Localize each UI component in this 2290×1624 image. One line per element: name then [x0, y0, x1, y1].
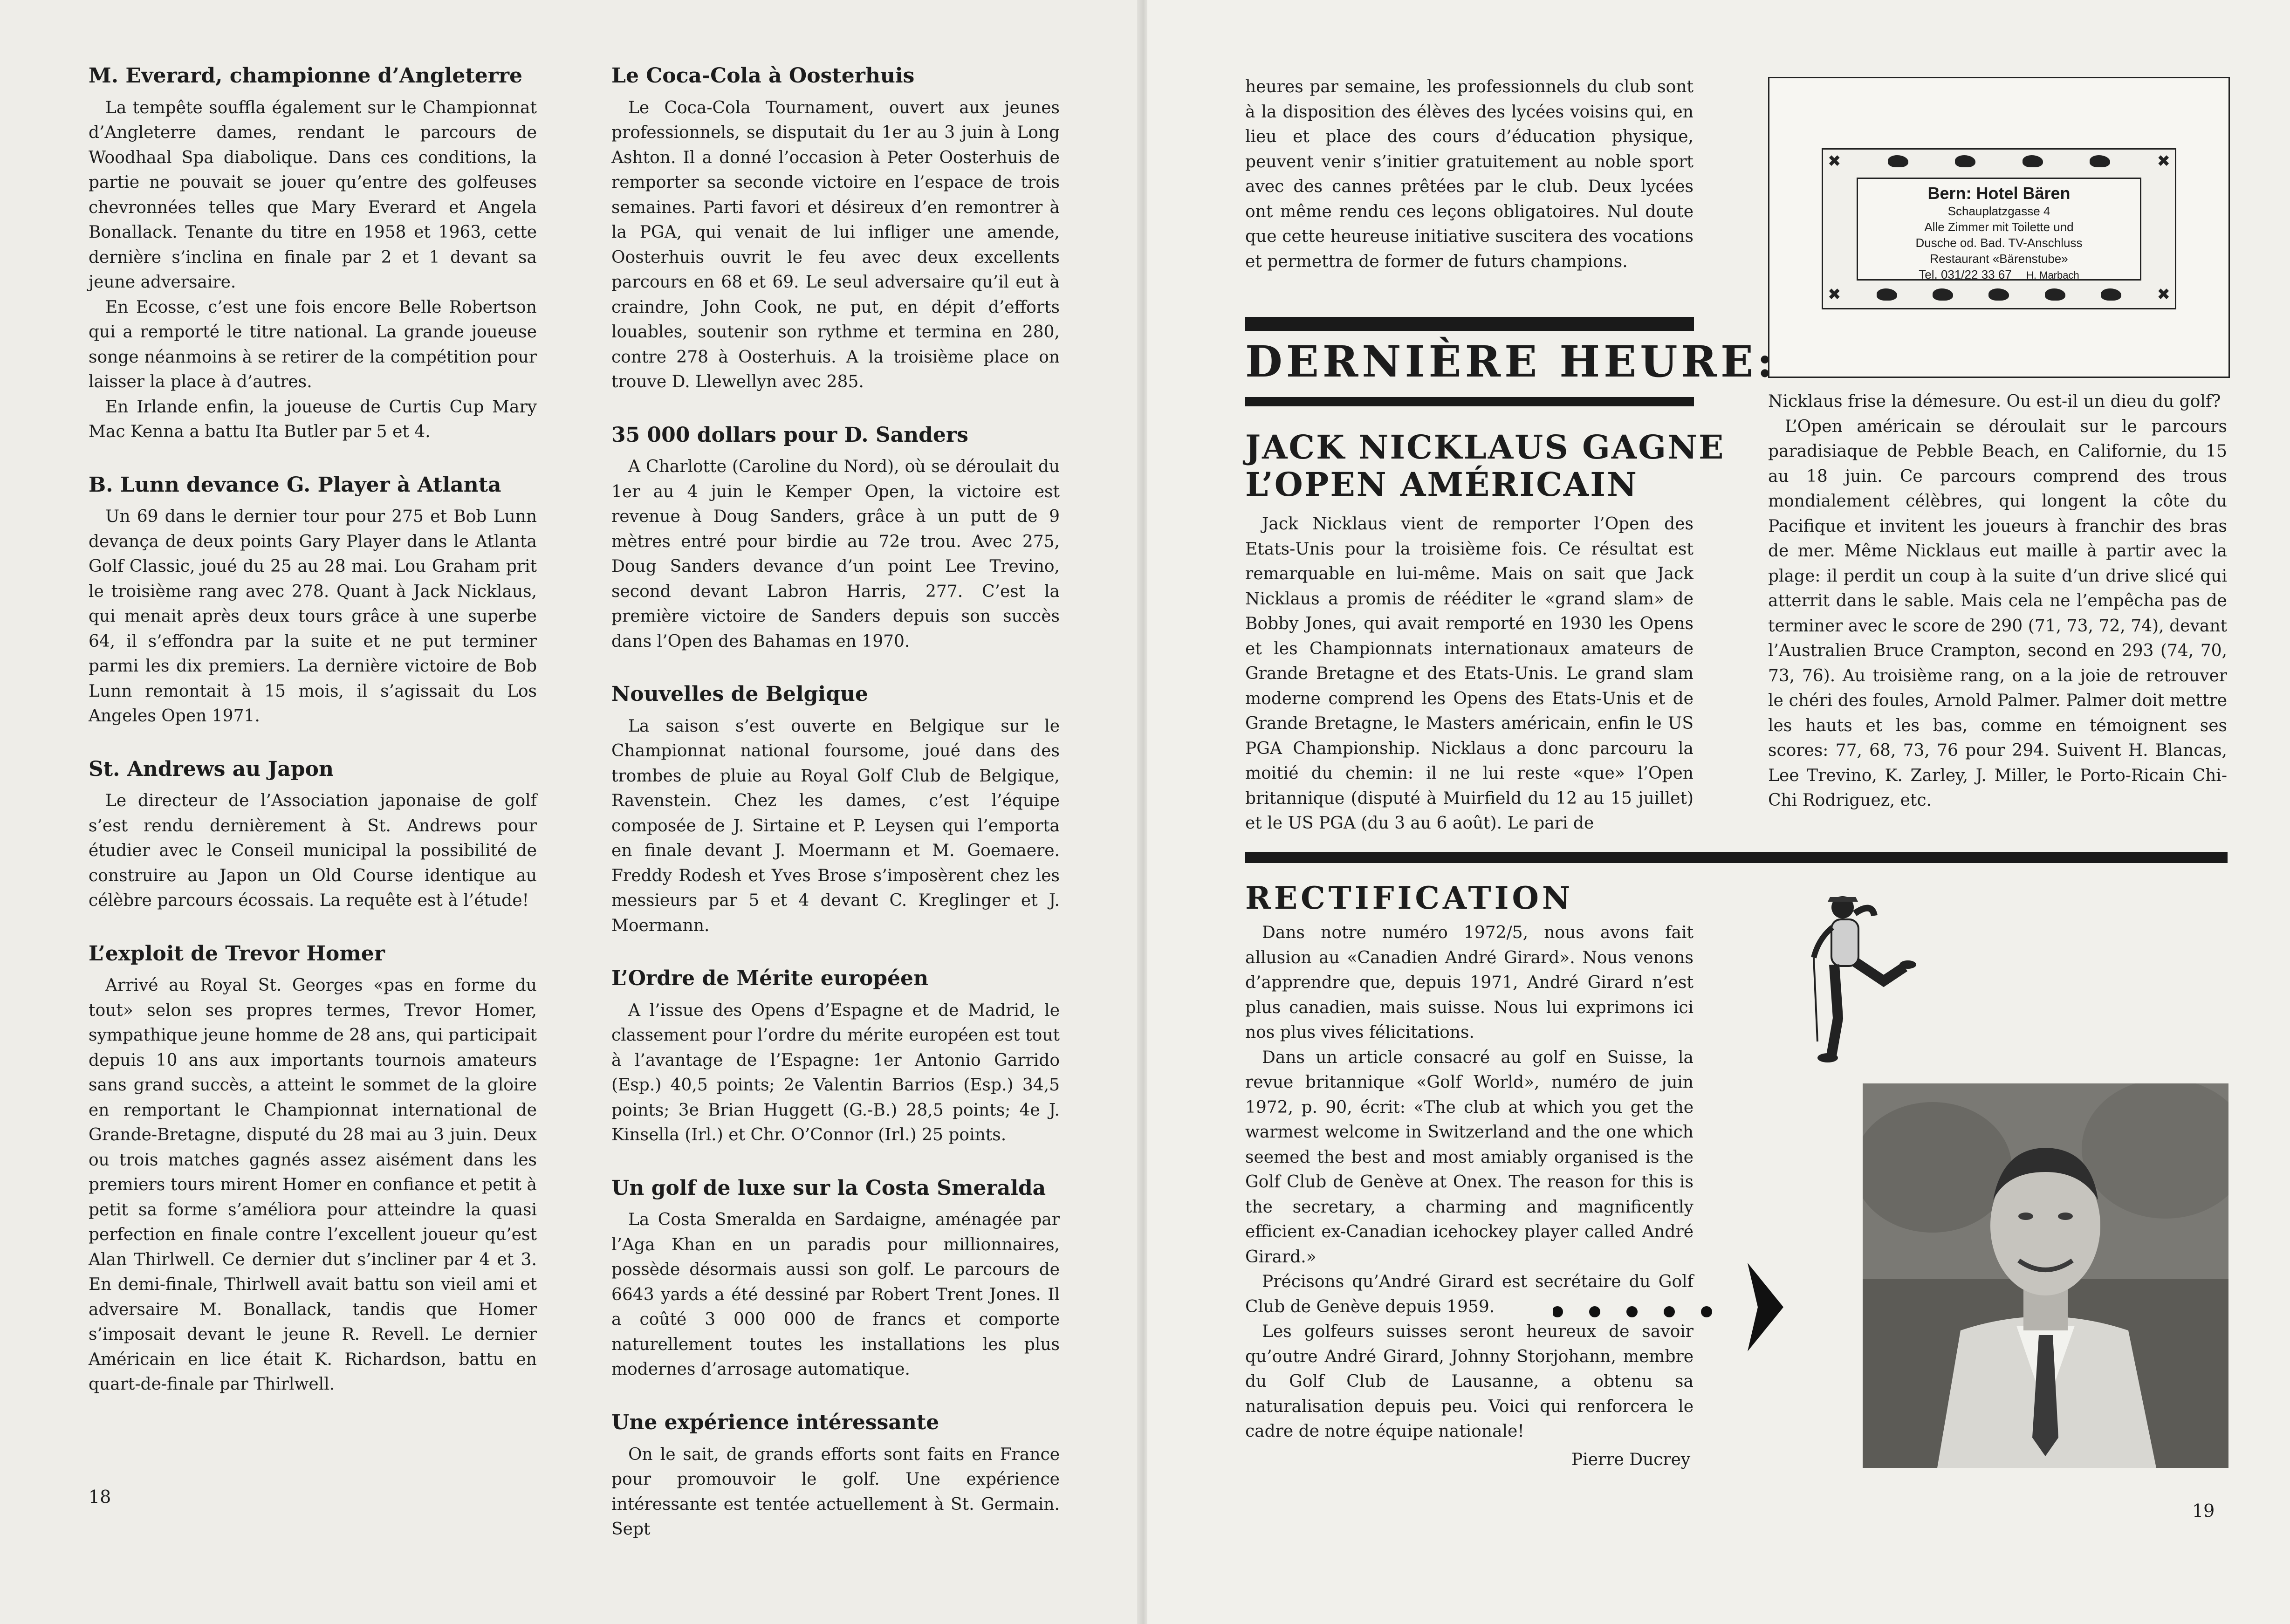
author-signature: Pierre Ducrey	[1571, 1450, 1691, 1469]
article-paragraph: La Costa Smeralda en Sardaigne, aménagée par l’Aga Khan en un paradis pour millionnaires, possède désormais aussi son golf. Le parcours de 6643 yards a été dessiné par Robert Trent Jones. Il a coûté 3 000 000 de francs et comporte naturellement toutes les installations les plus modernes d’arrosage automatique.	[611, 1210, 1060, 1379]
bear-icon	[1988, 288, 2009, 301]
right-page	[1147, 0, 2290, 1624]
hotel-name: Bern: Hotel Bären	[1927, 184, 2071, 203]
hotel-ad-border	[1822, 148, 2176, 309]
golfer-illustration	[1776, 888, 1916, 1074]
cross-ornament-icon: ✖	[2157, 152, 2170, 171]
article-paragraph: A l’issue des Opens d’Espagne et de Madrid, le classement pour l’ordre du mérite européen est tout à l’avantage de l’Espagne: 1er Antonio Garrido (Esp.) 40,5 points; 2e Valentin Barrios (Esp.) 34,5 points; 3e Brian Huggett (G.-B.) 28,5 points; 4e J. Kinsella (Irl.) et Chr. O’Connor (Irl.) 25 points.	[611, 1000, 1060, 1145]
bear-icon	[1955, 155, 1975, 167]
article	[611, 424, 1060, 654]
article-title: 35 000 dollars pour D. Sanders	[611, 423, 968, 447]
page-number-left: 18	[89, 1487, 111, 1507]
article-title: L’exploit de Trevor Homer	[89, 941, 385, 966]
article	[611, 1411, 1060, 1542]
article-title: St. Andrews au Japon	[89, 757, 334, 781]
cross-ornament-icon: ✖	[1828, 285, 1841, 304]
nicklaus-headline-1: JACK NICKLAUS GAGNE	[1245, 428, 1725, 466]
nicklaus-text-b2: L’Open américain se déroulait sur le parcours paradisiaque de Pebble Beach, en Californie, du 15 au 18 juin. Ce parcours comprend des trous mondialement célèbres, qui longent la côte du Pacifique et invitent les joueurs à franchir des bras de mer. Même Nicklaus eut maille à partir avec la plage: il perdit un coup à la suite d’un drive slicé qui atterrit dans le sable. Mais cela ne l’empêcha pas de terminer avec le score de 290 (71, 73, 72, 74), devant l’Australien Bruce Crampton, second en 293 (74, 70, 73, 76). Au troisième rang, on a la joie de retrouver le chéri des foules, Arnold Palmer. Palmer doit mettre les hauts et les bas, comme en témoignent ses scores: 77, 68, 73, 76 pour 294. Suivent H. Blancas, Lee Trevino, K. Zarley, J. Miller, le Porto-Ricain Chi-Chi Rodriguez, etc.	[1768, 417, 2227, 810]
continued-text: heures par semaine, les professionnels du club sont à la disposition des élèves des lycées voisins qui, en lieu et place des cours d’éducation physique, peuvent venir s’initier gratuitement au noble sport avec des cannes prêtées par le club. Deux lycées ont même rendu ces leçons obligatoires. Nul doute que cette heureuse initiative suscitera des vocations et permettra de former de futurs champions.	[1245, 77, 1694, 271]
article	[611, 64, 1060, 395]
rectification-title: RECTIFICATION	[1245, 880, 1574, 916]
bear-border-bottom	[1828, 287, 2170, 302]
hotel-ad	[1768, 77, 2230, 378]
bear-icon	[2023, 155, 2043, 167]
article-paragraph: Arrivé au Royal St. Georges «pas en forme du tout» selon ses propres termes, Trevor Homer, sympathique jeune homme de 28 ans, qui participait depuis 10 ans aux importants tournois amateurs sans grand succès, a atteint le sommet de la gloire en remportant le Championnat international de Grande-Bretagne, disputé du 28 mai au 3 juin. Deux ou trois matches gagnés assez aisément dans les premiers tours mirent Homer en confiance et petit à petit sa forme s’améliora pour atteindre la quasi perfection en finale contre l’excellent joueur qu’est Alan Thirlwell. Ce dernier dut s’incliner par 4 et 3. En demi-finale, Thirlwell avait battu son vieil ami et adversaire M. Bonallack, tandis que Homer s’imposait devant le jeune R. Revell. Le dernier Américain en lice était K. Richardson, battu en quart-de-finale par Thirlwell.	[89, 976, 537, 1394]
hotel-contact	[1858, 267, 2140, 283]
hotel-line: Alle Zimmer mit Toilette und	[1924, 220, 2074, 234]
bear-icon	[2101, 288, 2121, 301]
left-column-1	[89, 64, 537, 1426]
section-divider	[1245, 852, 2228, 863]
rectification-article	[1245, 920, 1694, 1444]
pointer-dots-arrow	[1553, 1261, 1795, 1354]
nicklaus-text-b1: Nicklaus frise la démesure. Ou est-il un dieu du golf?	[1768, 392, 2221, 411]
article	[611, 967, 1060, 1148]
hotel-ad-text	[1857, 178, 2141, 281]
article-title: Un golf de luxe sur la Costa Smeralda	[611, 1176, 1046, 1200]
rectification-paragraph: Les golfeurs suisses seront heureux de savoir qu’outre André Girard, Johnny Storjohann, membre du Golf Club de Lausanne, a obtenu sa naturalisation depuis peu. Voici qui renforcera le cadre de notre équipe nationale!	[1245, 1322, 1694, 1441]
nicklaus-article-part2	[1768, 389, 2227, 818]
hotel-line: Restaurant «Bärenstube»	[1930, 252, 2068, 266]
bear-icon	[1888, 155, 1908, 167]
article	[89, 64, 537, 445]
article-title: Le Coca-Cola à Oosterhuis	[611, 64, 915, 88]
article-title: B. Lunn devance G. Player à Atlanta	[89, 473, 501, 497]
banner-rule-bottom	[1245, 397, 1694, 406]
article-paragraph: La saison s’est ouverte en Belgique sur le Championnat national foursome, joué dans des trombes de pluie au Royal Golf Club de Belgique, Ravenstein. Chez les dames, c’est l’équipe composée de J. Sirtaine et P. Leysen qui l’emporta en finale devant J. Moermann et M. Goemaere. Freddy Rodesh et Yves Brose s’imposèrent chez les messieurs par 5 et 4 devant C. Kreglinger et J. Moermann.	[611, 716, 1060, 935]
bear-icon	[2090, 155, 2110, 167]
article	[611, 1177, 1060, 1382]
hotel-line: Schauplatzgasse 4	[1947, 204, 2050, 218]
article-paragraph: On le sait, de grands efforts sont faits en France pour promouvoir le golf. Une expérience intéressante est tentée actuellement à St. Germain. Sept	[611, 1445, 1060, 1539]
left-page	[0, 0, 1142, 1624]
hotel-line: Dusche od. Bad. TV-Anschluss	[1915, 236, 2083, 250]
cross-ornament-icon: ✖	[2157, 285, 2170, 304]
cross-ornament-icon: ✖	[1828, 152, 1841, 171]
article-paragraph: A Charlotte (Caroline du Nord), où se déroulait du 1er au 4 juin le Kemper Open, la victoire est revenue à Doug Sanders, grâce à un putt de 9 mètres entré pour birdie au 72e trou. Avec 275, Doug Sanders devance d’un point Lee Trevino, second devant Labron Harris, 277. C’est la première victoire de Sanders depuis son succès dans l’Open des Bahamas en 1970.	[611, 457, 1060, 651]
article-title: Une expérience intéressante	[611, 1410, 939, 1434]
article	[611, 683, 1060, 938]
nicklaus-text-a: Jack Nicklaus vient de remporter l’Open des Etats-Unis pour la troisième fois. Ce résultat est remarquable en lui-même. Mais on sait que Jack Nicklaus a promis de rééditer le «grand slam» de Bobby Jones, qui avait remporté en 1930 les Opens et les Championnats internationaux amateurs de Grande Bretagne et des Etats-Unis. Le grand slam moderne comprend les Opens des Etats-Unis et de Grande Bretagne, le Masters américain, enfin le US PGA Championship. Nicklaus a donc parcouru la moitié du chemin: il ne lui reste «que» l’Open britannique (disputé à Muirfield du 12 au 15 juillet) et le US PGA (du 3 au 6 août). Le pari de	[1245, 514, 1694, 833]
bear-icon	[1933, 288, 1953, 301]
hotel-owner: H. Marbach	[2026, 269, 2079, 281]
left-column-2	[611, 64, 1060, 1571]
rectification-paragraph: Précisons qu’André Girard est secrétaire du Golf Club de Genève depuis 1959.	[1245, 1272, 1694, 1316]
article	[89, 942, 537, 1397]
article-title: L’Ordre de Mérite européen	[611, 966, 929, 991]
hotel-tel: Tel. 031/22 33 67	[1919, 267, 2012, 281]
bear-icon	[2045, 288, 2065, 301]
banner-title: DERNIÈRE HEURE:	[1245, 336, 1777, 387]
banner-rule-top	[1245, 317, 1694, 331]
article	[89, 758, 537, 913]
article-paragraph: Le directeur de l’Association japonaise de golf s’est rendu dernièrement à St. Andrews pour étudier avec le Conseil municipal la possibilité de construire au Japon un Old Course identique au célèbre parcours écossais. La requête est à l’étude!	[89, 791, 537, 911]
bear-border-top	[1828, 153, 2170, 169]
article-paragraph: La tempête souffla également sur le Championnat d’Angleterre dames, rendant le parcours de Woodhaal Spa diabolique. Dans ces conditions, la partie ne pouvait se jouer qu’entre des golfeuses chevronnées telles que Mary Everard et Angela Bonallack. Tenante du titre en 1958 et 1963, cette dernière s’inclina en finale par 2 et 1 devant sa jeune adversaire.	[89, 98, 537, 292]
article-paragraph: En Irlande enfin, la joueuse de Curtis Cup Mary Mac Kenna a battu Ita Butler par 5 et 4.	[89, 397, 537, 442]
article	[89, 473, 537, 729]
article-paragraph: En Ecosse, c’est une fois encore Belle Robertson qui a remporté le titre national. La grande joueuse songe néanmoins à se retirer de la compétition pour laisser la place à d’autres.	[89, 297, 537, 392]
article-title: Nouvelles de Belgique	[611, 682, 868, 706]
continued-article	[1245, 75, 1694, 279]
nicklaus-article-part1	[1245, 512, 1694, 841]
page-number-right: 19	[2192, 1501, 2215, 1521]
rectification-paragraph: Dans notre numéro 1972/5, nous avons fait allusion au «Canadien André Girard». Nous venons d’apprendre que, depuis 1971, André Girard n’est plus canadien, mais suisse. Nous lui exprimons ici nos plus vives félicitations.	[1245, 923, 1694, 1042]
nicklaus-headline-2: L’OPEN AMÉRICAIN	[1245, 465, 1638, 504]
article-paragraph: Un 69 dans le dernier tour pour 275 et Bob Lunn devança de deux points Gary Player dans le Atlanta Golf Classic, joué du 25 au 28 mai. Lou Graham prit le troisième rang avec 278. Quant à Jack Nicklaus, qui menait après deux tours grâce à une superbe 64, il s’effondra par la suite et ne put terminer parmi les dix premiers. La dernière victoire de Bob Lunn remontait à 15 mois, il s’agissait du Los Angeles Open 1971.	[89, 507, 537, 726]
portrait-photo	[1863, 1083, 2228, 1468]
article-title: M. Everard, championne d’Angleterre	[89, 64, 523, 88]
bear-icon	[1877, 288, 1897, 301]
rectification-paragraph: Dans un article consacré au golf en Suisse, la revue britannique «Golf World», numéro de juin 1972, p. 90, écrit: «The club at which you get the warmest welcome in Switzerland and the one which seemed the best and most amiably organised is the Golf Club de Genève at Onex. The reason for this is the secretary, a charming and magnificently efficient ex-Canadian icehockey player called André Girard.»	[1245, 1048, 1694, 1267]
article-paragraph: Le Coca-Cola Tournament, ouvert aux jeunes professionnels, se disputait du 1er au 3 juin à Long Ashton. Il a donné l’occasion à Peter Oosterhuis de remporter sa seconde victoire en l’espace de trois semaines. Parti favori et désireux d’en remontrer à la PGA, qui venait de lui infliger une amende, Oosterhuis ouvrit le feu avec deux excellents parcours en 68 et 69. Le seul adversaire qu’il eut à craindre, John Cook, ne put, en dépit d’efforts louables, soutenir son rythme et termina en 280, contre 278 à Oosterhuis. A la troisième place on trouve D. Llewellyn avec 285.	[611, 98, 1060, 392]
